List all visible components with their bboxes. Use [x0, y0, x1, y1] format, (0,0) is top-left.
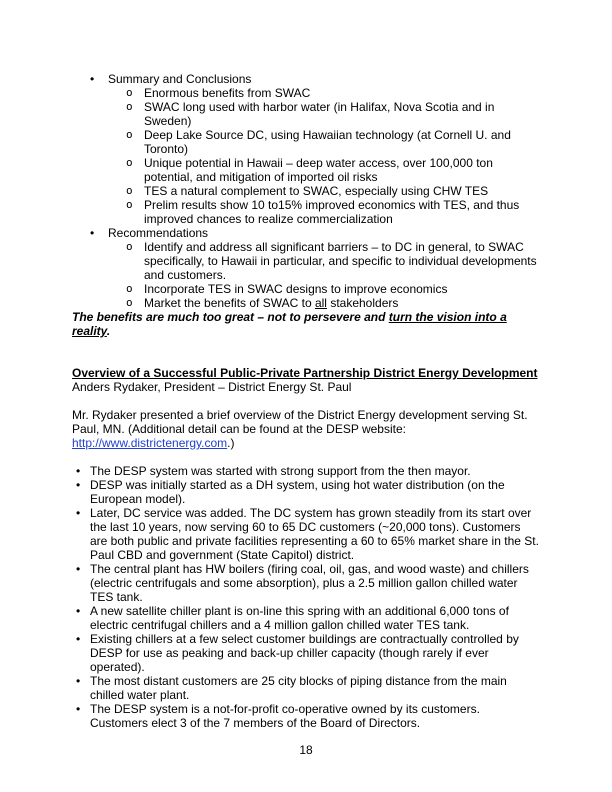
summary-heading: Summary and Conclusions	[108, 72, 252, 86]
list-item: o Prelim results show 10 to15% improved economics with TES, and thus improved chances to realize commercialization	[126, 198, 520, 226]
bullet-icon: •	[76, 674, 81, 688]
list-item: o Deep Lake Source DC, using Hawaiian technology (at Cornell U. and Toronto)	[126, 128, 511, 156]
recommendations-heading: Recommendations	[108, 226, 209, 240]
list-item: o SWAC long used with harbor water (in Halifax, Nova Scotia and in Sweden)	[126, 100, 495, 128]
list-item: • The most distant customers are 25 city blocks of piping distance from the main chilled water plant.	[76, 674, 507, 702]
bullet-icon: •	[76, 562, 81, 576]
bullet-icon: •	[76, 478, 81, 492]
recommendations-item	[72, 226, 540, 310]
intro-paragraph: Mr. Rydaker presented a brief overview of the District Energy development serving St. Paul, MN. (Additional detail can be found at the DESP website: http://www.districtenergy.com.)	[72, 408, 528, 450]
list-item: • The DESP system was started with strong support from the then mayor.	[76, 464, 471, 478]
circle-bullet-icon: o	[126, 296, 133, 309]
list-item: o Enormous benefits from SWAC	[126, 86, 311, 100]
bullet-icon: •	[90, 226, 95, 240]
list-item: • A new satellite chiller plant is on-line this spring with an additional 6,000 tons of electric centrifugal chillers and a 4 million gallon chilled water TES tank.	[76, 604, 509, 632]
speaker-line: Anders Rydaker, President – District Energy St. Paul	[72, 380, 352, 394]
list-item: • The central plant has HW boilers (firing coal, oil, gas, and wood waste) and chillers (electric centrifugals and some absorption), plus a 2.5 million gallon chilled water TES tank.	[76, 562, 529, 604]
desp-bullet-list	[72, 464, 540, 730]
section-title: Overview of a Successful Public-Private Partnership District Energy Development	[72, 366, 538, 380]
list-item: • DESP was initially started as a DH system, using hot water distribution (on the European model).	[76, 478, 505, 506]
circle-bullet-icon: o	[126, 100, 133, 113]
circle-bullet-icon: o	[126, 184, 133, 197]
list-item: o Unique potential in Hawaii – deep water access, over 100,000 ton potential, and mitigation of imported oil risks	[126, 156, 493, 184]
list-item: • Later, DC service was added. The DC system has grown steadily from its start over the last 10 years, now serving 60 to 65 DC customers (~20,000 tons). Customers are both public and private facilities representing a 60 to 65% market share in the St. Paul CBD and government (State Capitol) district.	[76, 506, 539, 562]
circle-bullet-icon: o	[126, 240, 133, 253]
list-item: o Market the benefits of SWAC to all stakeholders	[126, 296, 399, 310]
circle-bullet-icon: o	[126, 198, 133, 211]
closing-statement: The benefits are much too great – not to persevere and turn the vision into a reality.	[72, 310, 507, 338]
bullet-icon: •	[76, 506, 81, 520]
list-item: • Existing chillers at a few select customer buildings are contractually controlled by DESP for use as peaking and back-up chiller capacity (though rarely if ever operated).	[76, 632, 519, 674]
bullet-icon: •	[76, 604, 81, 618]
bullet-icon: •	[76, 702, 81, 716]
summary-list	[72, 72, 540, 310]
list-item: o Identify and address all significant barriers – to DC in general, to SWAC specifically, to Hawaii in particular, and specific to individual developments and customers.	[126, 240, 537, 282]
desp-website-link[interactable]: http://www.districtenergy.com	[72, 436, 228, 450]
summary-item	[72, 72, 540, 226]
list-item: o TES a natural complement to SWAC, especially using CHW TES	[126, 184, 489, 198]
circle-bullet-icon: o	[126, 128, 133, 141]
circle-bullet-icon: o	[126, 156, 133, 169]
page-number: 18	[299, 743, 313, 757]
list-item: • The DESP system is a not-for-profit co-operative owned by its customers. Customers elect 3 of the 7 members of the Board of Directors.	[76, 702, 480, 730]
summary-sublist	[108, 86, 540, 226]
bullet-icon: •	[76, 632, 81, 646]
document-page	[72, 72, 540, 730]
bullet-icon: •	[76, 464, 81, 478]
list-item: o Incorporate TES in SWAC designs to improve economics	[126, 282, 448, 296]
bullet-icon: •	[90, 72, 95, 86]
circle-bullet-icon: o	[126, 282, 133, 295]
circle-bullet-icon: o	[126, 86, 133, 99]
recommendations-sublist	[108, 240, 540, 310]
